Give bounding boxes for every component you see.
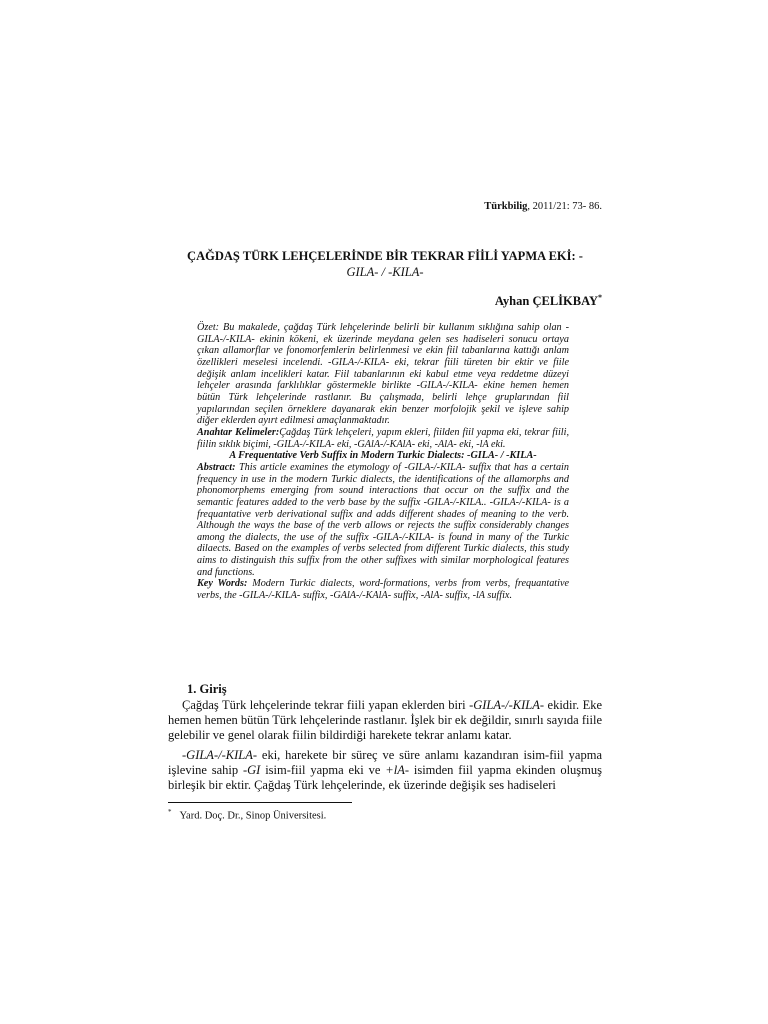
keywords-tr-label: Anahtar Kelimeler: xyxy=(197,426,280,438)
body-p2-suffix-la: +lA- xyxy=(385,763,409,778)
abstract-block xyxy=(197,322,569,602)
footnote-mark: * xyxy=(168,808,172,816)
article-title-line1: ÇAĞDAŞ TÜRK LEHÇELERİNDE BİR TEKRAR FİİLİ YAPMA EKİ: - xyxy=(187,249,583,263)
body-p2-text-d: isim-fiil yapma eki ve xyxy=(260,763,386,778)
keywords-tr-text: Çağdaş Türk lehçeleri, yapım ekleri, fiilden fiil yapma eki, tekrar fiili, fiilin sıklık biçimi, -GILA-/-KILA- eki, -GAlA-/-KAlA- eki, -AlA- eki, -lA eki. xyxy=(197,426,569,450)
body-p1-text-c: ekidir. Eke hemen hemen bütün Türk lehçelerinde rastlanır. İşlek bir ek değildir, sınırlı sayıda fiile gelebilir ve genel olarak fiilin bildirdiği harekete tekrar anlamı katar. xyxy=(168,698,603,742)
footnote-text: Yard. Doç. Dr., Sinop Üniversitesi. xyxy=(179,810,327,822)
abstract-tr-text: Bu makalede, çağdaş Türk lehçelerinde belirli bir kullanım sıklığına sahip olan -GILA-/-KILA- ekinin kökeni, ek üzerinde meydana gelen ses hadiseleri sonucu ortaya çıkan allamorflar ve fonomorfemlerin belirlenmesi ve ekin fiil tabanlarına kattığı anlam özellikleri meselesi incelendi. -GILA-/-KILA- eki, tekrar fiili türeten bir ektir ve fiile değişik anlam incelikleri katar. Fiil tabanlarının eki kabul etme veya reddetme düzeyi lehçeler arasında farklılıklar göstermekle birlikte -GILA-/-KILA- ekine hemen hemen bütün Türk lehçelerinde rastlanır. Bu çalışmada, belirli lehçe gruplarından fiil yapılarından seçilen örneklere dayanarak ekin benzer morfolojik şekil ve işleve sahip diğer eklerden ayırt edilmesi amaçlanmaktadır. xyxy=(197,322,569,427)
keywords-en-label: Key Words: xyxy=(197,578,248,590)
author xyxy=(380,293,602,309)
abstract-tr-label: Özet: xyxy=(197,322,220,333)
body-paragraph-2 xyxy=(168,748,602,792)
body-text xyxy=(168,698,602,799)
body-p2-suffix: -GILA-/-KILA- xyxy=(182,748,257,763)
keywords-en-text: Modern Turkic dialects, word-formations, verbs from verbs, frequantative verbs, the -GILA-/-KILA- suffix, -GAlA-/-KAlA- suffix, -AlA- suffix, -lA suffix. xyxy=(197,578,570,602)
abstract-tr xyxy=(197,322,569,427)
abstract-en-title: A Frequentative Verb Suffix in Modern Turkic Dialects: -GILA- / -KILA- xyxy=(229,450,537,462)
keywords-en xyxy=(197,578,569,601)
body-paragraph-1 xyxy=(168,698,602,742)
abstract-en xyxy=(197,462,569,579)
footnote xyxy=(168,808,326,822)
body-p2-text-f: isimden fiil yapma ekinden oluşmuş birleşik bir ektir. Çağdaş Türk lehçelerinde, ek üzerinde değişik ses hadiseleri xyxy=(168,763,602,792)
article-title xyxy=(168,248,602,280)
abstract-en-label: Abstract: xyxy=(197,461,236,473)
journal-details: , 2011/21: 73- 86. xyxy=(527,201,602,212)
body-p1-text-a: Çağdaş Türk lehçelerinde tekrar fiili yapan eklerden biri xyxy=(182,698,470,712)
article-title-line2: GILA- / -KILA- xyxy=(346,265,424,279)
author-footnote-mark: * xyxy=(598,293,602,302)
body-p2-suffix-gi: -GI xyxy=(242,763,261,778)
body-p2-text-b: eki, harekete bir süreç ve süre anlamı kazandıran isim-fiil yapma işlevine sahip xyxy=(168,748,602,778)
body-p1-suffix: -GILA-/-KILA- xyxy=(469,698,545,712)
author-name: Ayhan ÇELİKBAY xyxy=(494,294,598,309)
journal-citation xyxy=(400,201,602,212)
keywords-tr xyxy=(197,427,569,450)
journal-name: Türkbilig xyxy=(484,201,528,212)
footnote-rule xyxy=(168,802,352,803)
abstract-en-text: This article examines the etymology of -GILA-/-KILA- suffix that has a certain frequency in use in the modern Turkic dialects, the identifications of the allamorphs and phonomorphems emerging from sound interactions that occur on the suffix and the semantic features added to the verb base by the suffix -GILA-/-KILA.. -GILA-/-KILA- is a frequantative verb derivational suffix and adds different shades of meaning to the verb. Although the ways the base of the verb allows or rejects the suffix considerably changes among the dialects, the use of the suffix -GILA-/-KILA- is found in many of the Turkic dilaects. Based on the examples of verbs selected from different Turkic dialects, this study aims to distinguish this suffix from the other suffixes with similar morphological features and functions. xyxy=(197,461,569,578)
section-heading: 1. Giriş xyxy=(187,682,227,696)
